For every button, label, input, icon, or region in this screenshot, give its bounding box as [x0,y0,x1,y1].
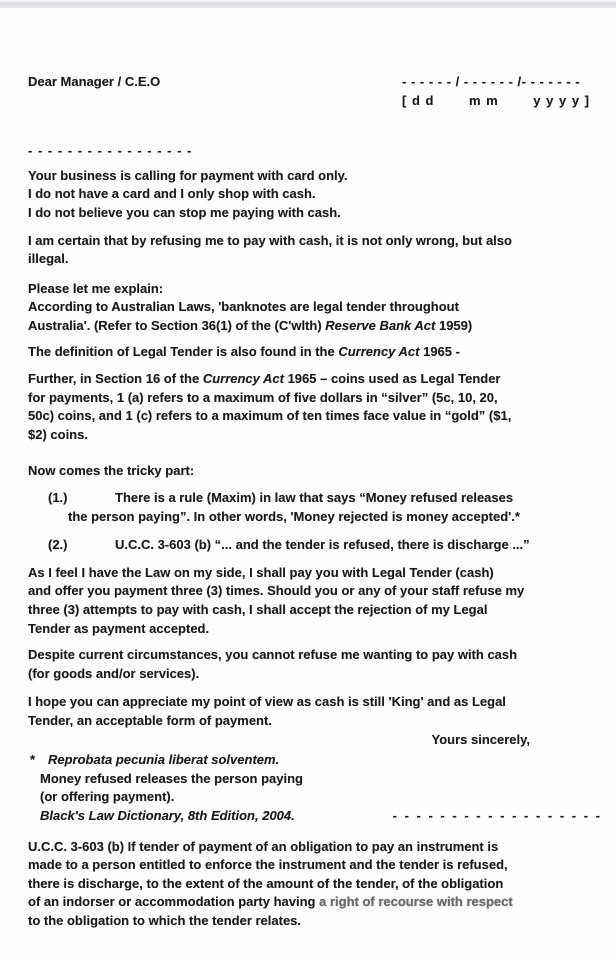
paragraph-ucc-quote: U.C.C. 3-603 (b) If tender of payment of an obligation to pay an instrument is made to a person entitled to enforce the instrument and the tender is refused, there is discharge, to the extent of the amount of the tender, of the obligation of an indorser or accommodation party having a right of recourse with respect to the obligation to which the tender relates. [28,838,513,928]
footnote-block [28,751,602,825]
footnote-latin-maxim: Reprobata pecunia liberat solventem. [48,752,280,768]
item-1-number: (1.) [48,490,68,506]
item-1-text: There is a rule (Maxim) in law that says “Money refused releases the person paying”. In other words, 'Money rejected is money accepted'.* [68,490,520,524]
closing-sincerely: Yours sincerely, [431,731,530,747]
letter-header [28,73,590,110]
footnote-asterisk: * [30,752,36,768]
paragraph-explain: Please let me explain: According to Australian Laws, 'banknotes are legal tender throughout Australia'. (Refer to Section 36(1) of the (C'wlth) Reserve Bank Act 1959) [28,280,473,333]
paragraph-certain: I am certain that by refusing me to pay with cash, it is not only wrong, but also illegal. [28,232,512,267]
item-2-number: (2.) [48,537,68,553]
numbered-item-1 [28,489,590,526]
paragraph-definition: The definition of Legal Tender is also found in the Currency Act 1965 - [28,343,460,359]
date-hint-dd: [ d d [402,92,435,108]
date-fill-in-dashes: - - - - - - / - - - - - - /- - - - - - - [402,74,581,89]
footnote-source-row [28,807,602,826]
paragraph-further: Further, in Section 16 of the Currency Act 1965 – coins used as Legal Tender for payments, 1 (a) refers to a maximum of five dollars in “silver” (5c, 10, 20, 50c) coins, and 1 (c) refers to a maximum of ten times face value in “gold” ($1, $2) coins. [28,371,512,442]
numbered-item-2 [28,536,590,555]
paragraph-despite: Despite current circumstances, you cannot refuse me wanting to pay with cash (for goods and/or services). [28,647,518,681]
salutation: Dear Manager / C.E.O [28,74,161,89]
footnote-source-citation: Black's Law Dictionary, 8th Edition, 2004. [40,808,295,823]
date-format-hint [402,92,590,111]
paragraph-intro: Your business is calling for payment with card only. I do not have a card and I only shop with cash. I do not believe you can stop me paying with cash. [28,167,348,220]
paragraph-law-on-my-side: As I feel I have the Law on my side, I shall pay you with Legal Tender (cash) and offer you payment three (3) times. Should you or any of your staff refuse my three (3) attempts to pay with cash, I shall accept the rejection of my Legal Tender as payment accepted. [28,564,525,636]
paragraph-tricky-part: Now comes the tricky part: [28,462,195,478]
paragraph-hope: I hope you can appreciate my point of view as cash is still 'King' and as Legal Tender, an acceptable form of payment. [28,694,506,729]
footnote-definition-line-1: Money refused releases the person paying [40,770,303,786]
date-field [402,73,590,110]
sender-name-dashes: - - - - - - - - - - - - - - - - - [28,143,193,159]
signature-line-dashes: - - - - - - - - - - - - - - - - - - [392,808,602,823]
item-2-text: U.C.C. 3-603 (b) “... and the tender is refused, there is discharge ...” [115,537,530,553]
footnote-definition-line-2: (or offering payment). [40,789,175,805]
date-hint-yyyy: y y y y ] [533,92,590,108]
date-hint-mm: m m [469,92,499,108]
